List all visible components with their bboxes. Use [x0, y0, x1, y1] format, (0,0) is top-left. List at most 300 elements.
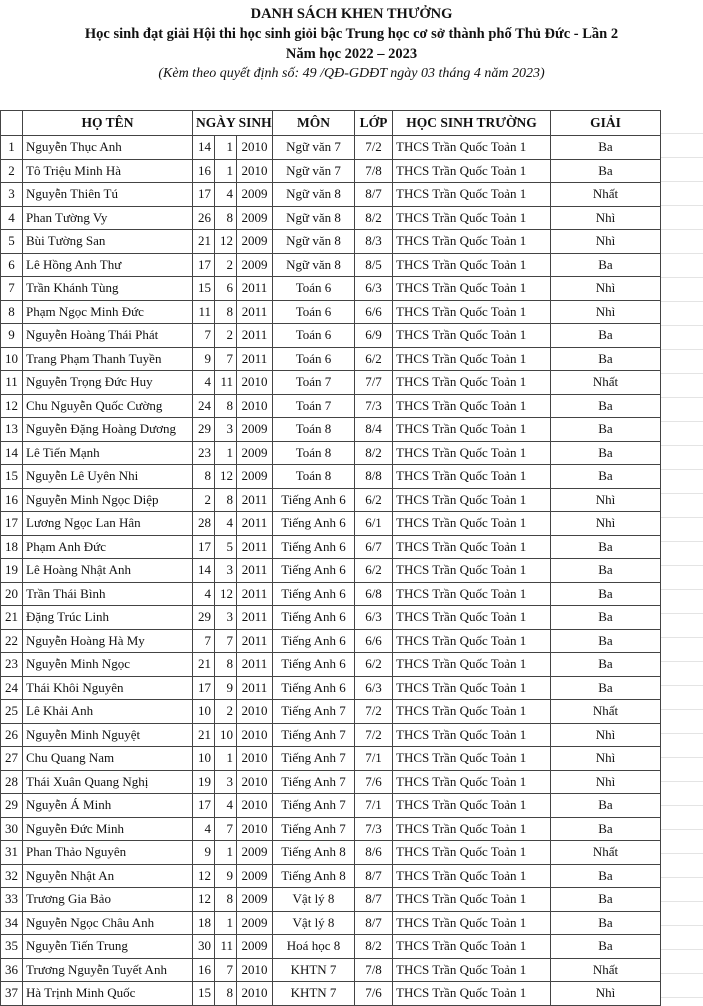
birth-month-cell: 3	[215, 606, 237, 630]
row-number-cell: 8	[1, 300, 23, 324]
award-cell: Ba	[551, 324, 661, 348]
row-number-cell: 11	[1, 371, 23, 395]
subject-cell: Ngữ văn 7	[273, 159, 355, 183]
birth-month-cell: 1	[215, 841, 237, 865]
row-number-cell: 4	[1, 206, 23, 230]
birth-day-cell: 14	[193, 559, 215, 583]
table-row	[1, 841, 661, 865]
student-name-cell: Hà Trịnh Minh Quốc	[23, 982, 193, 1006]
student-name-cell: Phan Thảo Nguyên	[23, 841, 193, 865]
class-cell: 8/3	[355, 230, 393, 254]
row-number-cell: 36	[1, 958, 23, 982]
student-name-cell: Nguyễn Ngọc Châu Anh	[23, 911, 193, 935]
award-cell: Ba	[551, 394, 661, 418]
class-cell: 6/6	[355, 300, 393, 324]
table-row	[1, 324, 661, 348]
birth-year-cell: 2010	[237, 958, 273, 982]
table-row	[1, 770, 661, 794]
birth-month-cell: 7	[215, 958, 237, 982]
document-title: DANH SÁCH KHEN THƯỞNG	[250, 6, 453, 22]
birth-year-cell: 2011	[237, 653, 273, 677]
birth-month-cell: 2	[215, 253, 237, 277]
student-name-cell: Phạm Anh Đức	[23, 535, 193, 559]
school-name-cell: THCS Trần Quốc Toản 1	[393, 676, 551, 700]
birth-year-cell: 2010	[237, 817, 273, 841]
award-cell: Nhì	[551, 230, 661, 254]
student-name-cell: Nguyễn Minh Ngọc	[23, 653, 193, 677]
table-row	[1, 441, 661, 465]
birth-year-cell: 2010	[237, 159, 273, 183]
student-name-cell: Phan Tường Vy	[23, 206, 193, 230]
award-cell: Nhất	[551, 183, 661, 207]
birth-day-cell: 4	[193, 582, 215, 606]
birth-year-cell: 2009	[237, 465, 273, 489]
school-name-cell: THCS Trần Quốc Toản 1	[393, 841, 551, 865]
school-name-cell: THCS Trần Quốc Toản 1	[393, 935, 551, 959]
subject-cell: Ngữ văn 8	[273, 253, 355, 277]
row-number-cell: 26	[1, 723, 23, 747]
row-number-cell: 5	[1, 230, 23, 254]
birth-day-cell: 16	[193, 958, 215, 982]
school-name-cell: THCS Trần Quốc Toản 1	[393, 183, 551, 207]
student-name-cell: Trần Thái Bình	[23, 582, 193, 606]
table-row	[1, 371, 661, 395]
student-name-cell: Nguyễn Minh Ngọc Diệp	[23, 488, 193, 512]
birth-month-cell: 3	[215, 418, 237, 442]
student-name-cell: Lê Hoàng Nhật Anh	[23, 559, 193, 583]
class-cell: 8/8	[355, 465, 393, 489]
row-number-cell: 29	[1, 794, 23, 818]
school-name-cell: THCS Trần Quốc Toản 1	[393, 253, 551, 277]
school-name-cell: THCS Trần Quốc Toản 1	[393, 394, 551, 418]
birth-year-cell: 2011	[237, 535, 273, 559]
birth-day-cell: 4	[193, 817, 215, 841]
col-header-grade: LỚP	[355, 111, 393, 136]
school-name-cell: THCS Trần Quốc Toản 1	[393, 700, 551, 724]
row-number-cell: 17	[1, 512, 23, 536]
award-cell: Ba	[551, 582, 661, 606]
award-cell: Nhì	[551, 277, 661, 301]
row-number-cell: 31	[1, 841, 23, 865]
birth-month-cell: 7	[215, 817, 237, 841]
subject-cell: Vật lý 8	[273, 911, 355, 935]
birth-month-cell: 9	[215, 676, 237, 700]
subject-cell: Toán 8	[273, 441, 355, 465]
table-row	[1, 136, 661, 160]
award-cell: Ba	[551, 535, 661, 559]
student-name-cell: Nguyễn Hoàng Hà My	[23, 629, 193, 653]
birth-day-cell: 2	[193, 488, 215, 512]
school-name-cell: THCS Trần Quốc Toản 1	[393, 206, 551, 230]
birth-month-cell: 2	[215, 324, 237, 348]
birth-month-cell: 1	[215, 911, 237, 935]
birth-month-cell: 1	[215, 441, 237, 465]
birth-year-cell: 2010	[237, 371, 273, 395]
student-name-cell: Nguyễn Hoàng Thái Phát	[23, 324, 193, 348]
student-name-cell: Nguyễn Đức Minh	[23, 817, 193, 841]
col-header-no	[1, 111, 23, 136]
birth-year-cell: 2009	[237, 183, 273, 207]
subject-cell: Toán 6	[273, 300, 355, 324]
table-row	[1, 864, 661, 888]
row-number-cell: 23	[1, 653, 23, 677]
table-row	[1, 347, 661, 371]
decision-reference: (Kèm theo quyết định số: 49 /QĐ-GDĐT ngày 03 tháng 4 năm 2023)	[158, 66, 545, 81]
birth-year-cell: 2010	[237, 394, 273, 418]
table-body	[1, 136, 661, 1006]
school-name-cell: THCS Trần Quốc Toản 1	[393, 441, 551, 465]
birth-month-cell: 2	[215, 700, 237, 724]
subject-cell: Toán 6	[273, 324, 355, 348]
birth-month-cell: 6	[215, 277, 237, 301]
award-cell: Ba	[551, 817, 661, 841]
award-cell: Ba	[551, 794, 661, 818]
award-cell: Nhì	[551, 982, 661, 1006]
school-name-cell: THCS Trần Quốc Toản 1	[393, 629, 551, 653]
birth-day-cell: 7	[193, 324, 215, 348]
class-cell: 6/9	[355, 324, 393, 348]
birth-year-cell: 2010	[237, 723, 273, 747]
birth-day-cell: 29	[193, 606, 215, 630]
row-number-cell: 35	[1, 935, 23, 959]
birth-day-cell: 26	[193, 206, 215, 230]
table-row	[1, 582, 661, 606]
table-row	[1, 653, 661, 677]
birth-day-cell: 10	[193, 747, 215, 771]
birth-year-cell: 2009	[237, 911, 273, 935]
table-row	[1, 535, 661, 559]
class-cell: 8/4	[355, 418, 393, 442]
subject-cell: Toán 7	[273, 394, 355, 418]
school-name-cell: THCS Trần Quốc Toản 1	[393, 512, 551, 536]
class-cell: 8/2	[355, 935, 393, 959]
class-cell: 6/7	[355, 535, 393, 559]
award-cell: Nhì	[551, 512, 661, 536]
award-cell: Ba	[551, 911, 661, 935]
table-row	[1, 488, 661, 512]
birth-day-cell: 17	[193, 253, 215, 277]
birth-month-cell: 9	[215, 864, 237, 888]
row-number-cell: 30	[1, 817, 23, 841]
table-row	[1, 817, 661, 841]
class-cell: 7/7	[355, 371, 393, 395]
award-cell: Nhì	[551, 206, 661, 230]
table-row	[1, 512, 661, 536]
award-cell: Nhất	[551, 700, 661, 724]
birth-month-cell: 7	[215, 347, 237, 371]
birth-month-cell: 12	[215, 582, 237, 606]
row-number-cell: 6	[1, 253, 23, 277]
student-name-cell: Nguyễn Thục Anh	[23, 136, 193, 160]
student-name-cell: Nguyễn Nhật An	[23, 864, 193, 888]
birth-year-cell: 2010	[237, 770, 273, 794]
student-name-cell: Trương Nguyễn Tuyết Anh	[23, 958, 193, 982]
table-row	[1, 629, 661, 653]
subject-cell: Toán 6	[273, 277, 355, 301]
subject-cell: Toán 8	[273, 418, 355, 442]
award-cell: Nhất	[551, 958, 661, 982]
birth-year-cell: 2011	[237, 347, 273, 371]
school-name-cell: THCS Trần Quốc Toản 1	[393, 465, 551, 489]
table-row	[1, 794, 661, 818]
school-name-cell: THCS Trần Quốc Toản 1	[393, 582, 551, 606]
birth-month-cell: 10	[215, 723, 237, 747]
birth-month-cell: 12	[215, 465, 237, 489]
class-cell: 8/2	[355, 441, 393, 465]
row-number-cell: 21	[1, 606, 23, 630]
birth-day-cell: 9	[193, 347, 215, 371]
subject-cell: KHTN 7	[273, 982, 355, 1006]
school-name-cell: THCS Trần Quốc Toản 1	[393, 770, 551, 794]
birth-year-cell: 2011	[237, 629, 273, 653]
class-cell: 6/3	[355, 676, 393, 700]
table-row	[1, 418, 661, 442]
table-row	[1, 465, 661, 489]
subject-cell: Tiếng Anh 7	[273, 723, 355, 747]
row-number-cell: 32	[1, 864, 23, 888]
school-name-cell: THCS Trần Quốc Toản 1	[393, 723, 551, 747]
subject-cell: Ngữ văn 7	[273, 136, 355, 160]
student-name-cell: Chu Quang Nam	[23, 747, 193, 771]
student-name-cell: Lê Tiến Mạnh	[23, 441, 193, 465]
class-cell: 6/2	[355, 347, 393, 371]
birth-year-cell: 2010	[237, 700, 273, 724]
award-cell: Nhì	[551, 300, 661, 324]
subject-cell: Hoá học 8	[273, 935, 355, 959]
subject-cell: Ngữ văn 8	[273, 183, 355, 207]
birth-day-cell: 21	[193, 230, 215, 254]
row-number-cell: 18	[1, 535, 23, 559]
student-name-cell: Tô Triệu Minh Hà	[23, 159, 193, 183]
col-header-subject: MÔN	[273, 111, 355, 136]
school-name-cell: THCS Trần Quốc Toản 1	[393, 958, 551, 982]
award-cell: Ba	[551, 136, 661, 160]
birth-year-cell: 2011	[237, 300, 273, 324]
student-name-cell: Phạm Ngọc Minh Đức	[23, 300, 193, 324]
row-number-cell: 10	[1, 347, 23, 371]
student-name-cell: Bùi Tường San	[23, 230, 193, 254]
birth-day-cell: 7	[193, 629, 215, 653]
row-number-cell: 13	[1, 418, 23, 442]
document-header	[0, 4, 703, 84]
birth-day-cell: 23	[193, 441, 215, 465]
school-name-cell: THCS Trần Quốc Toản 1	[393, 277, 551, 301]
row-number-cell: 28	[1, 770, 23, 794]
table-row	[1, 935, 661, 959]
birth-month-cell: 4	[215, 183, 237, 207]
birth-year-cell: 2009	[237, 418, 273, 442]
class-cell: 7/2	[355, 136, 393, 160]
class-cell: 7/1	[355, 747, 393, 771]
birth-day-cell: 21	[193, 653, 215, 677]
school-name-cell: THCS Trần Quốc Toản 1	[393, 864, 551, 888]
birth-year-cell: 2011	[237, 324, 273, 348]
col-header-award: GIẢI	[551, 111, 661, 136]
student-name-cell: Trang Phạm Thanh Tuyền	[23, 347, 193, 371]
school-name-cell: THCS Trần Quốc Toản 1	[393, 794, 551, 818]
birth-day-cell: 12	[193, 888, 215, 912]
class-cell: 8/7	[355, 183, 393, 207]
class-cell: 8/6	[355, 841, 393, 865]
class-cell: 7/2	[355, 723, 393, 747]
row-number-cell: 19	[1, 559, 23, 583]
subject-cell: Tiếng Anh 7	[273, 747, 355, 771]
birth-year-cell: 2009	[237, 253, 273, 277]
birth-day-cell: 4	[193, 371, 215, 395]
birth-day-cell: 14	[193, 136, 215, 160]
school-name-cell: THCS Trần Quốc Toản 1	[393, 888, 551, 912]
award-cell: Ba	[551, 935, 661, 959]
student-name-cell: Lương Ngọc Lan Hân	[23, 512, 193, 536]
student-name-cell: Đặng Trúc Linh	[23, 606, 193, 630]
table-row	[1, 747, 661, 771]
birth-year-cell: 2011	[237, 606, 273, 630]
award-cell: Nhì	[551, 747, 661, 771]
school-name-cell: THCS Trần Quốc Toản 1	[393, 347, 551, 371]
award-cell: Ba	[551, 888, 661, 912]
row-number-cell: 34	[1, 911, 23, 935]
birth-day-cell: 21	[193, 723, 215, 747]
birth-month-cell: 1	[215, 159, 237, 183]
birth-year-cell: 2010	[237, 982, 273, 1006]
school-name-cell: THCS Trần Quốc Toản 1	[393, 324, 551, 348]
award-cell: Ba	[551, 159, 661, 183]
birth-day-cell: 19	[193, 770, 215, 794]
row-number-cell: 3	[1, 183, 23, 207]
birth-day-cell: 18	[193, 911, 215, 935]
school-name-cell: THCS Trần Quốc Toản 1	[393, 159, 551, 183]
award-list-table	[0, 110, 661, 1006]
table-row	[1, 394, 661, 418]
row-number-cell: 22	[1, 629, 23, 653]
class-cell: 7/2	[355, 700, 393, 724]
class-cell: 8/7	[355, 888, 393, 912]
award-cell: Ba	[551, 465, 661, 489]
birth-month-cell: 8	[215, 206, 237, 230]
student-name-cell: Nguyễn Tiến Trung	[23, 935, 193, 959]
birth-day-cell: 15	[193, 277, 215, 301]
subject-cell: Tiếng Anh 6	[273, 582, 355, 606]
birth-year-cell: 2010	[237, 794, 273, 818]
spreadsheet-gridlines	[660, 110, 703, 1004]
subject-cell: Tiếng Anh 7	[273, 770, 355, 794]
student-name-cell: Nguyễn Lê Uyên Nhi	[23, 465, 193, 489]
table-row	[1, 559, 661, 583]
table-row	[1, 958, 661, 982]
class-cell: 6/2	[355, 559, 393, 583]
birth-month-cell: 11	[215, 371, 237, 395]
student-name-cell: Lê Hồng Anh Thư	[23, 253, 193, 277]
award-cell: Nhất	[551, 371, 661, 395]
col-header-name: HỌ TÊN	[23, 111, 193, 136]
student-name-cell: Nguyễn Minh Nguyệt	[23, 723, 193, 747]
school-name-cell: THCS Trần Quốc Toản 1	[393, 371, 551, 395]
school-name-cell: THCS Trần Quốc Toản 1	[393, 653, 551, 677]
birth-day-cell: 17	[193, 676, 215, 700]
row-number-cell: 1	[1, 136, 23, 160]
subject-cell: Ngữ văn 8	[273, 230, 355, 254]
subject-cell: Tiếng Anh 6	[273, 653, 355, 677]
school-name-cell: THCS Trần Quốc Toản 1	[393, 982, 551, 1006]
row-number-cell: 7	[1, 277, 23, 301]
row-number-cell: 9	[1, 324, 23, 348]
table-row	[1, 300, 661, 324]
class-cell: 6/8	[355, 582, 393, 606]
class-cell: 6/3	[355, 606, 393, 630]
class-cell: 7/8	[355, 958, 393, 982]
table-row	[1, 230, 661, 254]
school-name-cell: THCS Trần Quốc Toản 1	[393, 606, 551, 630]
birth-day-cell: 17	[193, 794, 215, 818]
row-number-cell: 16	[1, 488, 23, 512]
class-cell: 8/2	[355, 206, 393, 230]
subject-cell: Tiếng Anh 7	[273, 794, 355, 818]
student-name-cell: Nguyễn Đặng Hoàng Dương	[23, 418, 193, 442]
award-cell: Ba	[551, 864, 661, 888]
birth-month-cell: 4	[215, 794, 237, 818]
award-cell: Ba	[551, 676, 661, 700]
birth-year-cell: 2009	[237, 864, 273, 888]
subject-cell: Tiếng Anh 6	[273, 606, 355, 630]
student-name-cell: Thái Xuân Quang Nghị	[23, 770, 193, 794]
birth-year-cell: 2009	[237, 888, 273, 912]
award-cell: Ba	[551, 653, 661, 677]
birth-month-cell: 8	[215, 653, 237, 677]
table-header-row	[1, 111, 661, 136]
birth-month-cell: 3	[215, 559, 237, 583]
class-cell: 6/3	[355, 277, 393, 301]
class-cell: 7/6	[355, 770, 393, 794]
subject-cell: Tiếng Anh 7	[273, 817, 355, 841]
table-row	[1, 183, 661, 207]
subject-cell: Vật lý 8	[273, 888, 355, 912]
school-year: Năm học 2022 – 2023	[285, 46, 418, 62]
student-name-cell: Trương Gia Bảo	[23, 888, 193, 912]
school-name-cell: THCS Trần Quốc Toản 1	[393, 559, 551, 583]
subject-cell: Tiếng Anh 6	[273, 488, 355, 512]
class-cell: 7/3	[355, 817, 393, 841]
award-cell: Ba	[551, 606, 661, 630]
birth-day-cell: 29	[193, 418, 215, 442]
award-cell: Nhất	[551, 841, 661, 865]
row-number-cell: 27	[1, 747, 23, 771]
row-number-cell: 12	[1, 394, 23, 418]
subject-cell: Ngữ văn 8	[273, 206, 355, 230]
table-row	[1, 277, 661, 301]
table-row	[1, 888, 661, 912]
document-subtitle: Học sinh đạt giải Hội thi học sinh giỏi bậc Trung học cơ sở thành phố Thủ Đức - Lần 2	[84, 26, 619, 42]
birth-day-cell: 28	[193, 512, 215, 536]
table-row	[1, 253, 661, 277]
student-name-cell: Nguyễn Trọng Đức Huy	[23, 371, 193, 395]
birth-year-cell: 2009	[237, 841, 273, 865]
birth-day-cell: 10	[193, 700, 215, 724]
birth-year-cell: 2011	[237, 582, 273, 606]
subject-cell: Tiếng Anh 8	[273, 841, 355, 865]
school-name-cell: THCS Trần Quốc Toản 1	[393, 535, 551, 559]
table-row	[1, 606, 661, 630]
birth-day-cell: 9	[193, 841, 215, 865]
birth-day-cell: 17	[193, 535, 215, 559]
student-name-cell: Nguyễn Thiên Tú	[23, 183, 193, 207]
award-cell: Ba	[551, 559, 661, 583]
birth-month-cell: 4	[215, 512, 237, 536]
table-row	[1, 700, 661, 724]
birth-month-cell: 3	[215, 770, 237, 794]
class-cell: 8/5	[355, 253, 393, 277]
row-number-cell: 14	[1, 441, 23, 465]
birth-year-cell: 2009	[237, 230, 273, 254]
